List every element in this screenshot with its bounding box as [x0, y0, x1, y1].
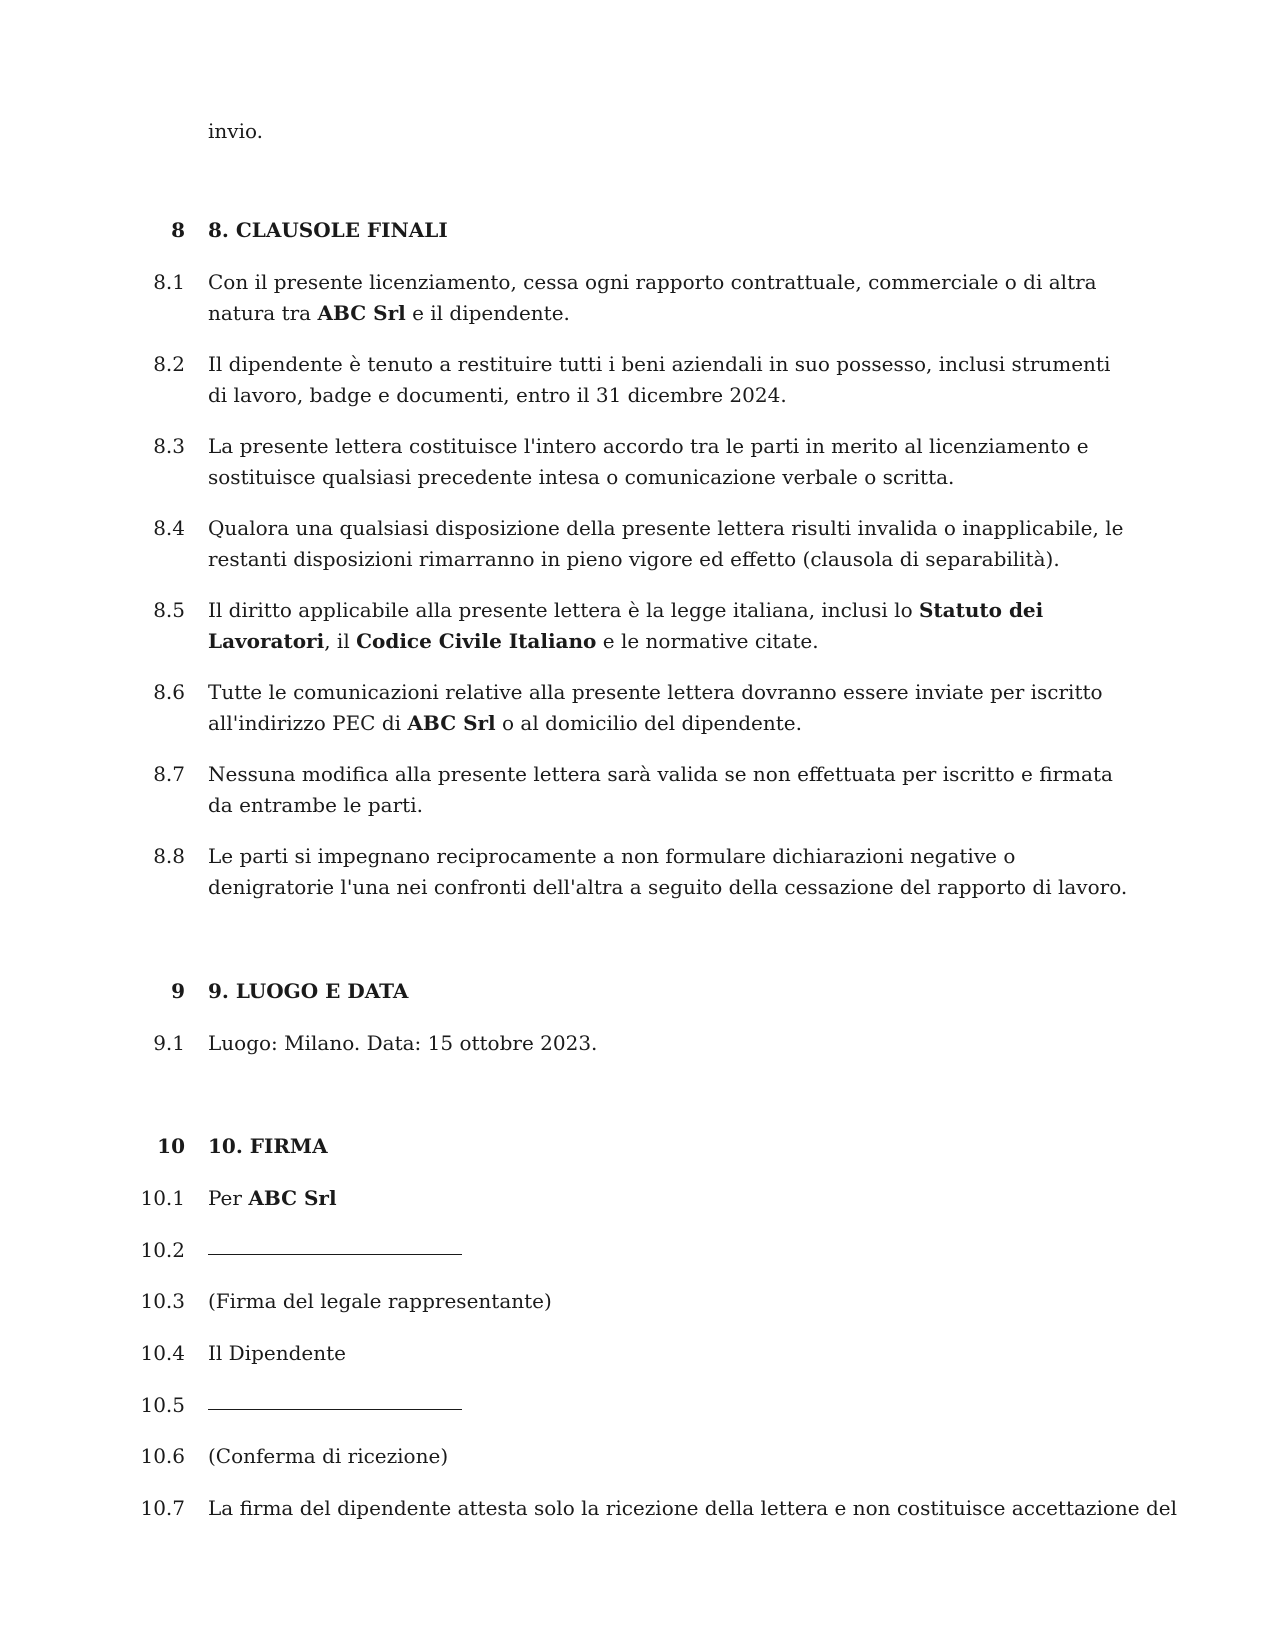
section-number: 10	[157, 1134, 185, 1158]
clause-text: Con il presente licenziamento, cessa ogni rapporto contrattuale, commerciale o di altra natura tra ABC Srl e il dipendente.	[208, 270, 1097, 325]
clause-number: 8.7	[153, 762, 185, 786]
clause-number: 10.3	[140, 1289, 185, 1313]
clause-number: 10.7	[140, 1496, 185, 1520]
company-name: ABC Srl	[248, 1186, 337, 1210]
clause-number: 8.2	[153, 352, 185, 376]
clause-text: Tutte le comunicazioni relative alla presente lettera dovranno essere inviate per iscritto all'indirizzo PEC di ABC Srl o al domicilio del dipendente.	[208, 680, 1103, 735]
clause-number: 8.8	[153, 844, 185, 868]
clause-number: 10.4	[140, 1341, 185, 1365]
clause-number: 8.4	[153, 516, 185, 540]
clause-number: 8.1	[153, 270, 185, 294]
clause-text	[208, 1235, 1128, 1266]
clause-text: La firma del dipendente attesta solo la ricezione della lettera e non costituisce accettazione del	[208, 1496, 1178, 1520]
section-title: 8. CLAUSOLE FINALI	[208, 218, 448, 242]
clause-number: 10.5	[140, 1393, 185, 1417]
section-title: 10. FIRMA	[208, 1134, 328, 1158]
clause-text	[208, 1390, 1128, 1421]
signature-line	[208, 1254, 462, 1255]
clause-text: Per ABC Srl	[208, 1186, 337, 1210]
clause-number: 9.1	[153, 1031, 185, 1055]
clause-text: Qualora una qualsiasi disposizione della presente lettera risulti invalida o inapplicabile, le restanti disposizioni rimarranno in pieno vigore ed effetto (clausola di separabilità).	[208, 516, 1124, 571]
signature-line	[208, 1409, 462, 1410]
clause-text: (Firma del legale rappresentante)	[208, 1289, 552, 1313]
company-name: ABC Srl	[317, 301, 406, 325]
clause-text: Il diritto applicabile alla presente lettera è la legge italiana, inclusi lo Statuto dei Lavoratori, il Codice Civile Italiano e le normative citate.	[208, 598, 1044, 653]
clause-number: 8.6	[153, 680, 185, 704]
clause-text: Nessuna modifica alla presente lettera sarà valida se non effettuata per iscritto e firmata da entrambe le parti.	[208, 762, 1113, 817]
continuation-text: invio.	[208, 119, 264, 143]
clause-number: 10.1	[140, 1186, 185, 1210]
clause-text: Luogo: Milano. Data: 15 ottobre 2023.	[208, 1031, 598, 1055]
clause-text: (Conferma di ricezione)	[208, 1444, 449, 1468]
section-number: 8	[171, 218, 185, 242]
clause-number: 10.2	[140, 1238, 185, 1262]
clause-number: 8.5	[153, 598, 185, 622]
clause-text: Le parti si impegnano reciprocamente a non formulare dichiarazioni negative o denigratorie l'una nei confronti dell'altra a seguito della cessazione del rapporto di lavoro.	[208, 844, 1128, 899]
clause-number: 8.3	[153, 434, 185, 458]
civil-code-name: Codice Civile Italiano	[356, 629, 597, 653]
clause-text: La presente lettera costituisce l'intero accordo tra le parti in merito al licenziamento e sostituisce qualsiasi precedente intesa o comunicazione verbale o scritta.	[208, 434, 1089, 489]
statute-name: Statuto dei Lavoratori	[208, 598, 1044, 653]
clause-number: 10.6	[140, 1444, 185, 1468]
clause-text: Il dipendente è tenuto a restituire tutti i beni aziendali in suo possesso, inclusi strumenti di lavoro, badge e documenti, entro il 31 dicembre 2024.	[208, 352, 1111, 407]
section-number: 9	[171, 979, 185, 1003]
section-title: 9. LUOGO E DATA	[208, 979, 409, 1003]
company-name: ABC Srl	[407, 711, 496, 735]
clause-text: Il Dipendente	[208, 1341, 346, 1365]
